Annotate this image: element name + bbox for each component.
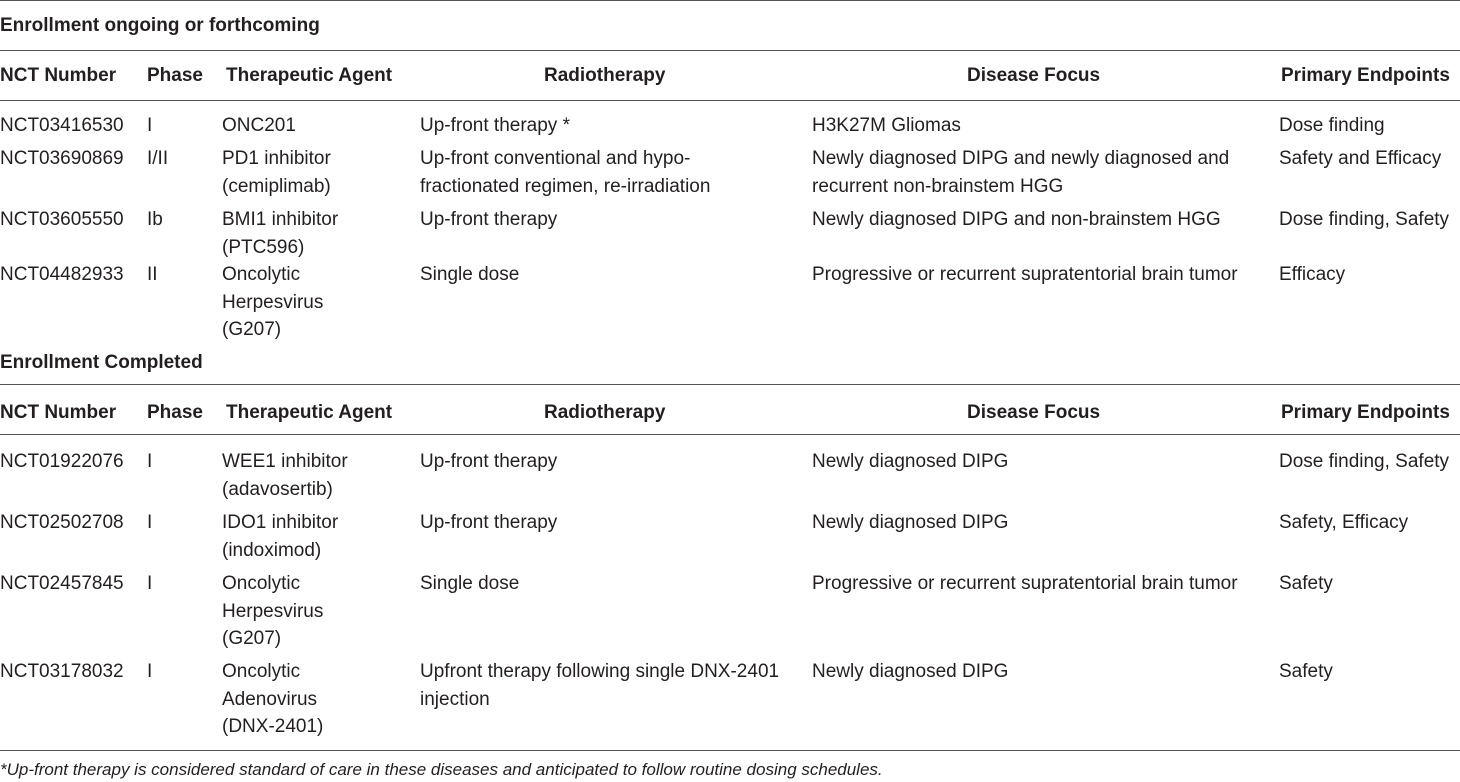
disease-focus-line: Newly diagnosed DIPG and non-brainstem HGG	[812, 209, 1221, 230]
therapeutic-agent-cell	[222, 570, 412, 653]
phase-cell: Ib	[147, 209, 163, 230]
radiotherapy-cell	[420, 448, 805, 476]
header-rule	[0, 434, 1460, 435]
therapeutic-agent-line: (adavosertib)	[222, 478, 333, 500]
disease-focus-cell	[812, 261, 1272, 289]
primary-endpoints-line: Dose finding	[1279, 115, 1385, 136]
disease-focus-line: Newly diagnosed DIPG	[812, 661, 1009, 682]
primary-endpoints-cell	[1279, 658, 1460, 686]
nct-number-cell: NCT03178032	[0, 661, 124, 682]
primary-endpoints-line: Dose finding, Safety	[1279, 451, 1450, 472]
primary-endpoints-cell	[1279, 261, 1460, 289]
primary-endpoints-line: Safety	[1279, 661, 1333, 682]
phase-cell: I	[147, 115, 153, 136]
disease-focus-cell	[812, 206, 1272, 234]
phase-cell: II	[147, 264, 158, 285]
therapeutic-agent-line: WEE1 inhibitor	[222, 451, 348, 472]
primary-endpoints-cell	[1279, 206, 1460, 234]
radiotherapy-cell	[420, 658, 805, 713]
radiotherapy-line: Up-front therapy	[420, 512, 558, 533]
therapeutic-agent-line: (DNX-2401)	[222, 716, 324, 737]
phase-cell: I	[147, 451, 153, 472]
therapeutic-agent-cell	[222, 448, 412, 503]
disease-focus-line: Progressive or recurrent supratentorial brain tumor	[812, 573, 1238, 594]
nct-number-cell: NCT03690869	[0, 148, 124, 169]
radiotherapy-cell	[420, 570, 805, 598]
disease-focus-cell	[812, 112, 1272, 140]
disease-focus-line: Progressive or recurrent supratentorial brain tumor	[812, 264, 1238, 285]
disease-focus-cell	[812, 509, 1272, 537]
nct-number-cell: NCT03605550	[0, 209, 124, 230]
nct-number-cell: NCT02457845	[0, 573, 124, 594]
primary-endpoints-cell	[1279, 448, 1460, 476]
footnote: *Up-front therapy is considered standard of care in these diseases and anticipated to follow routine dosing schedules.	[0, 760, 883, 779]
header-radiotherapy: Radiotherapy	[544, 402, 666, 423]
section-rule	[0, 384, 1460, 385]
therapeutic-agent-line: (G207)	[222, 628, 282, 649]
therapeutic-agent-line: Oncolytic	[222, 661, 301, 682]
primary-endpoints-cell	[1279, 145, 1460, 173]
therapeutic-agent-line: (indoximod)	[222, 539, 322, 561]
header-rule	[0, 100, 1460, 101]
therapeutic-agent-line: Oncolytic	[222, 573, 301, 594]
therapeutic-agent-line: Adenovirus	[222, 688, 318, 710]
radiotherapy-line: Single dose	[420, 264, 520, 285]
bottom-rule	[0, 750, 1460, 751]
header-therapeutic-agent: Therapeutic Agent	[226, 65, 393, 86]
radiotherapy-line: Up-front therapy	[420, 451, 558, 472]
phase-cell: I/II	[147, 148, 169, 169]
primary-endpoints-cell	[1279, 112, 1460, 140]
radiotherapy-line: Single dose	[420, 573, 520, 594]
disease-focus-line: recurrent non-brainstem HGG	[812, 175, 1064, 197]
nct-number-cell: NCT04482933	[0, 264, 124, 285]
therapeutic-agent-line: BMI1 inhibitor	[222, 209, 339, 230]
radiotherapy-line: fractionated regimen, re-irradiation	[420, 175, 711, 197]
disease-focus-line: Newly diagnosed DIPG and newly diagnosed and	[812, 148, 1230, 169]
primary-endpoints-line: Safety, Efficacy	[1279, 512, 1409, 533]
therapeutic-agent-cell	[222, 658, 412, 741]
phase-cell: I	[147, 573, 153, 594]
nct-number-cell: NCT01922076	[0, 451, 124, 472]
therapeutic-agent-cell	[222, 261, 412, 344]
disease-focus-line: H3K27M Gliomas	[812, 115, 961, 136]
disease-focus-cell	[812, 570, 1272, 598]
primary-endpoints-cell	[1279, 570, 1460, 598]
therapeutic-agent-cell	[222, 112, 412, 140]
header-phase: Phase	[147, 402, 203, 423]
therapeutic-agent-line: IDO1 inhibitor	[222, 512, 339, 533]
radiotherapy-cell	[420, 509, 805, 537]
header-primary-endpoints: Primary Endpoints	[1281, 65, 1450, 86]
primary-endpoints-line: Safety and Efficacy	[1279, 148, 1442, 169]
header-phase: Phase	[147, 65, 203, 86]
disease-focus-line: Newly diagnosed DIPG	[812, 512, 1009, 533]
disease-focus-cell	[812, 448, 1272, 476]
header-disease-focus: Disease Focus	[967, 402, 1101, 423]
primary-endpoints-cell	[1279, 509, 1460, 537]
therapeutic-agent-line: ONC201	[222, 115, 296, 136]
therapeutic-agent-line: PD1 inhibitor	[222, 148, 331, 169]
primary-endpoints-line: Dose finding, Safety	[1279, 209, 1450, 230]
radiotherapy-line: Up-front therapy *	[420, 115, 570, 136]
disease-focus-cell	[812, 145, 1272, 200]
therapeutic-agent-line: (G207)	[222, 319, 282, 340]
radiotherapy-line: Upfront therapy following single DNX-2401	[420, 661, 780, 682]
header-nct-number: NCT Number	[0, 65, 117, 86]
therapeutic-agent-cell	[222, 509, 412, 564]
therapeutic-agent-cell	[222, 206, 412, 261]
radiotherapy-line: injection	[420, 688, 490, 710]
radiotherapy-cell	[420, 112, 805, 140]
disease-focus-line: Newly diagnosed DIPG	[812, 451, 1009, 472]
radiotherapy-cell	[420, 261, 805, 289]
radiotherapy-line: Up-front therapy	[420, 209, 558, 230]
nct-number-cell: NCT03416530	[0, 115, 124, 136]
header-disease-focus: Disease Focus	[967, 65, 1101, 86]
header-primary-endpoints: Primary Endpoints	[1281, 402, 1450, 423]
header-nct-number: NCT Number	[0, 402, 117, 423]
primary-endpoints-line: Safety	[1279, 573, 1333, 594]
therapeutic-agent-line: (cemiplimab)	[222, 175, 331, 197]
radiotherapy-line: Up-front conventional and hypo-	[420, 148, 691, 169]
primary-endpoints-line: Efficacy	[1279, 264, 1346, 285]
therapeutic-agent-line: Herpesvirus	[222, 600, 324, 622]
therapeutic-agent-cell	[222, 145, 412, 200]
therapeutic-agent-line: Herpesvirus	[222, 291, 324, 313]
phase-cell: I	[147, 512, 153, 533]
disease-focus-cell	[812, 658, 1272, 686]
therapeutic-agent-line: Oncolytic	[222, 264, 301, 285]
header-therapeutic-agent: Therapeutic Agent	[226, 402, 393, 423]
section-title: Enrollment Completed	[0, 352, 203, 373]
section-title: Enrollment ongoing or forthcoming	[0, 15, 320, 36]
therapeutic-agent-line: (PTC596)	[222, 236, 305, 258]
phase-cell: I	[147, 661, 153, 682]
top-rule	[0, 0, 1460, 1]
header-radiotherapy: Radiotherapy	[544, 65, 666, 86]
radiotherapy-cell	[420, 145, 805, 200]
nct-number-cell: NCT02502708	[0, 512, 124, 533]
radiotherapy-cell	[420, 206, 805, 234]
section-rule	[0, 50, 1460, 51]
